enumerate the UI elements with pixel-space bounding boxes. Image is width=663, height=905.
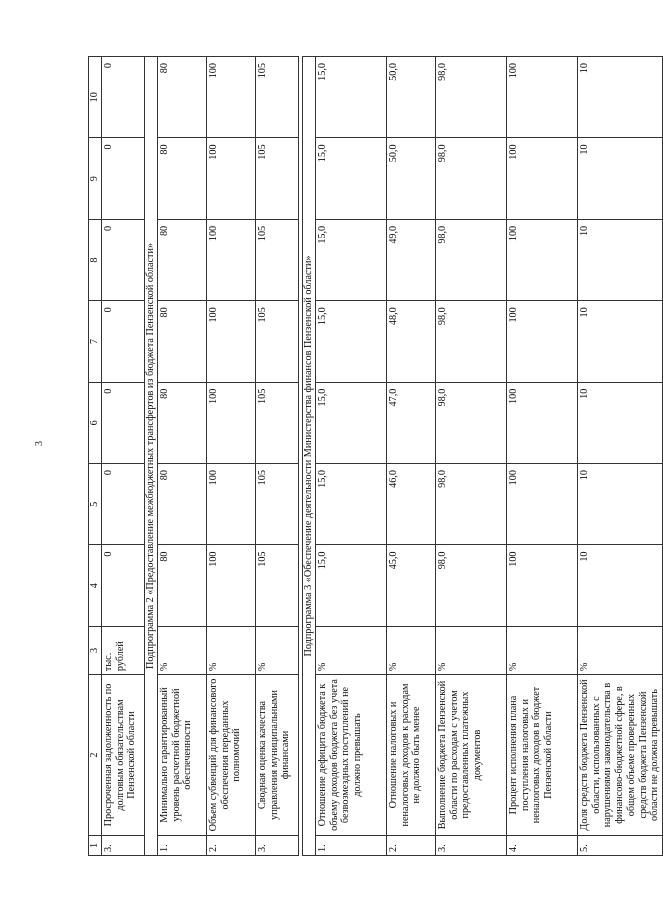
value-cell: 10	[578, 219, 663, 300]
value-cell: 15,0	[316, 57, 387, 138]
value-cell: 10	[578, 138, 663, 219]
value-cell: 10	[578, 545, 663, 626]
value-cell: 100	[507, 545, 578, 626]
header-cell: 1	[89, 835, 102, 855]
value-cell: 50,0	[387, 57, 436, 138]
value-cell: 0	[102, 138, 145, 219]
value-cell: 105	[256, 382, 299, 463]
table-row	[387, 57, 436, 856]
row-number: 3.	[102, 835, 145, 855]
table-row	[436, 57, 507, 856]
row-number: 1.	[316, 835, 387, 855]
row-number: 2.	[207, 835, 256, 855]
value-cell: 46,0	[387, 464, 436, 545]
header-cell: 7	[89, 301, 102, 382]
section-header-row	[145, 57, 158, 856]
value-cell: 100	[507, 138, 578, 219]
value-cell: 48,0	[387, 301, 436, 382]
indicator-name: Сводная оценка качества управления муниципальными финансами	[256, 675, 299, 836]
value-cell: 15,0	[316, 138, 387, 219]
row-number: 3.	[436, 835, 507, 855]
value-cell: 15,0	[316, 301, 387, 382]
unit-cell: %	[507, 626, 578, 674]
header-cell: 3	[89, 626, 102, 674]
table-row	[102, 57, 145, 856]
page-number: 3	[34, 441, 45, 446]
table-row	[316, 57, 387, 856]
value-cell: 105	[256, 138, 299, 219]
value-cell: 98,0	[436, 464, 507, 545]
value-cell: 100	[507, 464, 578, 545]
value-cell: 50,0	[387, 138, 436, 219]
row-number: 4.	[507, 835, 578, 855]
value-cell: 105	[256, 545, 299, 626]
value-cell: 100	[207, 138, 256, 219]
value-cell: 100	[207, 545, 256, 626]
header-cell: 6	[89, 382, 102, 463]
value-cell: 80	[158, 219, 207, 300]
value-cell: 100	[507, 382, 578, 463]
unit-cell: %	[387, 626, 436, 674]
value-cell: 100	[507, 301, 578, 382]
value-cell: 100	[207, 301, 256, 382]
value-cell: 98,0	[436, 382, 507, 463]
indicator-name: Выполнение бюджета Пензенской области по расходам с учетом предоставленных платежных документов	[436, 675, 507, 836]
section-title: Подпрограмма 2 «Предоставление межбюджетных трансфертов из бюджета Пензенской области»	[145, 57, 158, 856]
value-cell: 80	[158, 545, 207, 626]
section-header-row	[303, 57, 316, 856]
value-cell: 15,0	[316, 545, 387, 626]
unit-cell: %	[436, 626, 507, 674]
value-cell: 98,0	[436, 219, 507, 300]
table-row	[507, 57, 578, 856]
value-cell: 10	[578, 464, 663, 545]
value-cell: 0	[102, 545, 145, 626]
value-cell: 100	[207, 219, 256, 300]
indicator-name: Объем субвенций для финансового обеспечения переданных полномочий	[207, 675, 256, 836]
value-cell: 80	[158, 138, 207, 219]
value-cell: 80	[158, 464, 207, 545]
value-cell: 100	[207, 464, 256, 545]
indicator-name: Отношение дефицита бюджета к объему доходов бюджета без учета безвозмездных поступлений не должно превышать	[316, 675, 387, 836]
value-cell: 98,0	[436, 301, 507, 382]
table-row	[578, 57, 663, 856]
value-cell: 80	[158, 57, 207, 138]
value-cell: 105	[256, 57, 299, 138]
table-row	[158, 57, 207, 856]
value-cell: 0	[102, 57, 145, 138]
header-row	[89, 57, 102, 856]
unit-cell: %	[578, 626, 663, 674]
unit-cell: тыс. рублей	[102, 626, 145, 674]
header-cell: 4	[89, 545, 102, 626]
indicator-name: Отношение налоговых и неналоговых доходов к расходам не должно быть менее	[387, 675, 436, 836]
header-cell: 10	[89, 57, 102, 138]
indicator-name: Процент исполнения плана поступления налоговых и неналоговых доходов в бюджет Пензенской области	[507, 675, 578, 836]
row-number: 2.	[387, 835, 436, 855]
indicator-name: Доля средств бюджета Пензенской области, использованных с нарушениями законодательства в финансово-бюджетной сфере, в общем объеме проверенных средств бюджета Пензенской области не должна превышать	[578, 675, 663, 836]
value-cell: 47,0	[387, 382, 436, 463]
value-cell: 0	[102, 464, 145, 545]
value-cell: 49,0	[387, 219, 436, 300]
indicator-name: Просроченная задолженность по долговым обязательствам Пензенской области	[102, 675, 145, 836]
value-cell: 80	[158, 382, 207, 463]
value-cell: 80	[158, 301, 207, 382]
value-cell: 100	[507, 57, 578, 138]
indicator-table	[88, 56, 663, 856]
header-cell: 8	[89, 219, 102, 300]
header-cell: 5	[89, 464, 102, 545]
table-row	[256, 57, 299, 856]
value-cell: 98,0	[436, 57, 507, 138]
value-cell: 100	[207, 57, 256, 138]
value-cell: 98,0	[436, 545, 507, 626]
unit-cell: %	[207, 626, 256, 674]
value-cell: 0	[102, 219, 145, 300]
section-title: Подпрограмма 3 «Обеспечение деятельности Министерства финансов Пензенской области»	[303, 57, 316, 856]
unit-cell: %	[158, 626, 207, 674]
indicator-name: Минимально гарантированный уровень расчетной бюджетной обеспеченности	[158, 675, 207, 836]
value-cell: 100	[207, 382, 256, 463]
value-cell: 105	[256, 464, 299, 545]
row-number: 1.	[158, 835, 207, 855]
value-cell: 45,0	[387, 545, 436, 626]
value-cell: 15,0	[316, 464, 387, 545]
value-cell: 0	[102, 301, 145, 382]
value-cell: 10	[578, 57, 663, 138]
value-cell: 15,0	[316, 219, 387, 300]
header-cell: 9	[89, 138, 102, 219]
value-cell: 98,0	[436, 138, 507, 219]
value-cell: 10	[578, 382, 663, 463]
table-row	[207, 57, 256, 856]
value-cell: 15,0	[316, 382, 387, 463]
value-cell: 105	[256, 219, 299, 300]
value-cell: 100	[507, 219, 578, 300]
unit-cell: %	[316, 626, 387, 674]
row-number: 3.	[256, 835, 299, 855]
header-cell: 2	[89, 675, 102, 836]
value-cell: 0	[102, 382, 145, 463]
row-number: 5.	[578, 835, 663, 855]
value-cell: 10	[578, 301, 663, 382]
unit-cell: %	[256, 626, 299, 674]
indicator-table-container	[88, 56, 661, 856]
value-cell: 105	[256, 301, 299, 382]
